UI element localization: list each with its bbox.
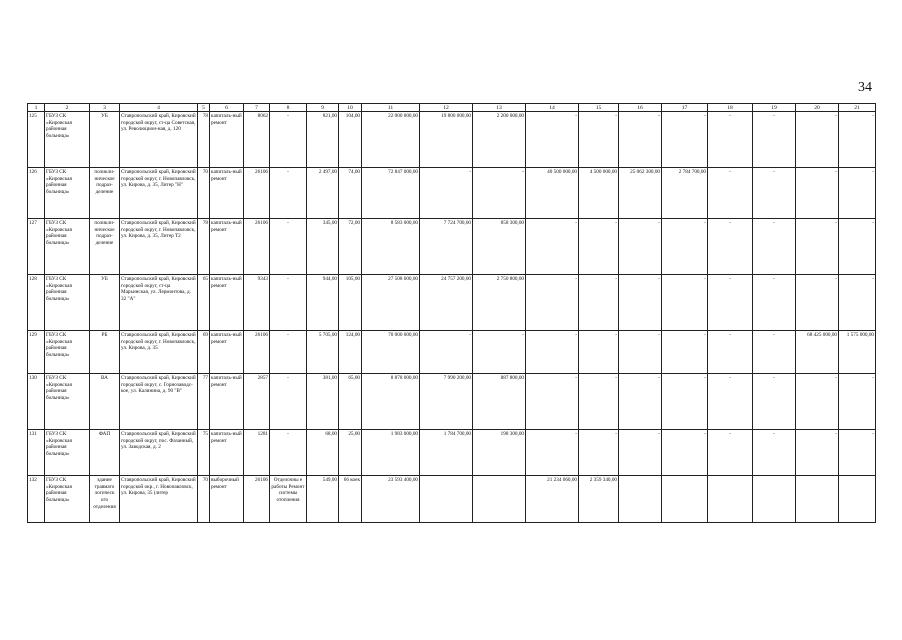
table-cell-col-14: -: [526, 219, 579, 275]
table-cell-col-3: УБ: [90, 275, 120, 331]
table-cell-col-21: -: [839, 168, 876, 219]
table-cell-col-16: -: [619, 112, 662, 168]
table-cell-col-10: 65,00: [339, 374, 362, 430]
table-cell-col-2: ГБУЗ СК «Кировская районная больница»: [45, 219, 90, 275]
table-cell-col-8: -: [270, 168, 307, 219]
table-cell-col-10: 124,00: [339, 331, 362, 374]
col-num-18: 18: [708, 104, 753, 112]
table-cell-col-8: -: [270, 112, 307, 168]
table-cell-col-16: [619, 476, 662, 523]
table-cell-col-6: капиталь-ный ремонт: [210, 430, 244, 476]
table-cell-col-3: УБ: [90, 112, 120, 168]
table-cell-col-7: 26106: [244, 168, 270, 219]
table-cell-col-19: -: [753, 331, 796, 374]
table-cell-col-17: -: [662, 331, 708, 374]
table-cell-col-1: 132: [28, 476, 45, 523]
table-cell-col-6: капиталь-ный ремонт: [210, 112, 244, 168]
table-cell-col-18: [708, 476, 753, 523]
table-cell-col-2: ГБУЗ СК «Кировская районная больница»: [45, 430, 90, 476]
table-cell-col-1: 129: [28, 331, 45, 374]
table-cell-col-6: капиталь-ный ремонт: [210, 275, 244, 331]
table-cell-col-3: РБ: [90, 331, 120, 374]
table-cell-col-15: 2 359 340,00: [579, 476, 619, 523]
table-cell-col-20: -: [796, 374, 839, 430]
table-cell-col-17: -: [662, 219, 708, 275]
table-cell-col-8: -: [270, 275, 307, 331]
table-cell-col-5: 75: [198, 430, 210, 476]
table-cell-col-15: -: [579, 331, 619, 374]
table-cell-col-5: 70: [198, 476, 210, 523]
table-cell-col-18: -: [708, 374, 753, 430]
col-num-5: 5: [198, 104, 210, 112]
table-cell-col-4: Ставропольский край, Кировский городской округ, пос. Фазанный, ул. Заводская, д. 2: [120, 430, 198, 476]
table-cell-col-15: -: [579, 275, 619, 331]
table-cell-col-5: 69: [198, 331, 210, 374]
table-cell-col-10: 104,00: [339, 112, 362, 168]
table-cell-col-17: -: [662, 430, 708, 476]
table-cell-col-5: 78: [198, 112, 210, 168]
table-cell-col-16: -: [619, 219, 662, 275]
table-cell-col-5: 65: [198, 275, 210, 331]
table-cell-col-15: 4 500 000,00: [579, 168, 619, 219]
table-cell-col-2: ГБУЗ СК «Кировская районная больница»: [45, 112, 90, 168]
table-cell-col-13: [473, 476, 526, 523]
table-cell-col-2: ГБУЗ СК «Кировская районная больница»: [45, 476, 90, 523]
table-cell-col-12: [420, 476, 473, 523]
table-cell-col-4: Ставропольский край, Кировский городской окр., г. Новопавловск, ул. Кирова, 35 (литер: [120, 476, 198, 523]
table-cell-col-21: -: [839, 219, 876, 275]
table-cell-col-11: 23 593 400,00: [362, 476, 420, 523]
col-num-3: 3: [90, 104, 120, 112]
table-cell-col-14: -: [526, 430, 579, 476]
table-cell-col-10: 72,00: [339, 219, 362, 275]
table-cell-col-8: -: [270, 219, 307, 275]
table-cell-col-17: -: [662, 275, 708, 331]
table-cell-col-6: капиталь-ный ремонт: [210, 331, 244, 374]
table-cell-col-3: поликли-ническое подраз-деление: [90, 168, 120, 219]
table-cell-col-9: 944,00: [307, 275, 339, 331]
table-cell-col-18: -: [708, 112, 753, 168]
table-cell-col-4: Ставропольский край, Кировский городской округ, ст-ца Марьинская, ул. Лермонтова, д. 32 "А": [120, 275, 198, 331]
table-cell-col-15: -: [579, 430, 619, 476]
table-cell-col-10: 25,00: [339, 430, 362, 476]
table-cell-col-10: 105,00: [339, 275, 362, 331]
col-num-19: 19: [753, 104, 796, 112]
table-cell-col-6: выборочный ремонт: [210, 476, 244, 523]
table-cell-col-10: 74,00: [339, 168, 362, 219]
col-num-6: 6: [210, 104, 244, 112]
table-cell-col-14: 40 500 000,00: [526, 168, 579, 219]
table-cell-col-11: 27 508 000,00: [362, 275, 420, 331]
table-cell-col-20: -: [796, 430, 839, 476]
column-number-row: [28, 104, 876, 112]
table-cell-col-19: -: [753, 112, 796, 168]
table-cell-col-4: Ставропольский край, Кировский городской округ, с. Горнозаводс-кое, ул. Калинина, д. 90 "В": [120, 374, 198, 430]
col-num-10: 10: [339, 104, 362, 112]
col-num-15: 15: [579, 104, 619, 112]
table-cell-col-4: Ставропольский край, Кировский городской округ, ст-ца Советская, ул. Революцион-ная, д. 120: [120, 112, 198, 168]
table-cell-col-17: -: [662, 374, 708, 430]
table-cell-col-20: -: [796, 168, 839, 219]
col-num-14: 14: [526, 104, 579, 112]
table-cell-col-14: 21 234 060,00: [526, 476, 579, 523]
table-cell-col-4: Ставропольский край, Кировский городской округ, г. Новопавловск, ул. Кирова, д. 35: [120, 331, 198, 374]
col-num-21: 21: [839, 104, 876, 112]
table-row: [28, 331, 876, 374]
table-cell-col-19: [753, 476, 796, 523]
col-num-11: 11: [362, 104, 420, 112]
table-cell-col-13: 858 300,00: [473, 219, 526, 275]
register-table: [27, 103, 876, 523]
table-cell-col-4: Ставропольский край, Кировский городской округ, г. Новопавловск, ул. Кирова, д. 35, Литер Т2: [120, 219, 198, 275]
col-num-4: 4: [120, 104, 198, 112]
table-cell-col-6: капиталь-ный ремонт: [210, 374, 244, 430]
table-cell-col-9: 5 705,00: [307, 331, 339, 374]
table-cell-col-12: -: [420, 168, 473, 219]
table-cell-col-13: -: [473, 168, 526, 219]
col-num-13: 13: [473, 104, 526, 112]
table-row: [28, 112, 876, 168]
table-cell-col-19: -: [753, 168, 796, 219]
table-cell-col-11: 8 583 000,00: [362, 219, 420, 275]
table-cell-col-12: 1 784 700,00: [420, 430, 473, 476]
table-cell-col-11: 1 983 000,00: [362, 430, 420, 476]
col-num-8: 8: [270, 104, 307, 112]
table-cell-col-21: [839, 476, 876, 523]
col-num-9: 9: [307, 104, 339, 112]
table-cell-col-1: 127: [28, 219, 45, 275]
table-cell-col-1: 130: [28, 374, 45, 430]
table-cell-col-1: 128: [28, 275, 45, 331]
table-cell-col-21: 1 575 000,00: [839, 331, 876, 374]
table-cell-col-10: 66 коек: [339, 476, 362, 523]
table-row: [28, 374, 876, 430]
table-cell-col-11: 72 847 000,00: [362, 168, 420, 219]
table-cell-col-18: -: [708, 219, 753, 275]
table-cell-col-14: -: [526, 374, 579, 430]
table-cell-col-20: -: [796, 112, 839, 168]
table-cell-col-13: 2 200 000,00: [473, 112, 526, 168]
col-num-12: 12: [420, 104, 473, 112]
table-cell-col-4: Ставропольский край, Кировский городской округ, г. Новопавловск, ул. Кирова, д. 35, Литер "Н": [120, 168, 198, 219]
table-cell-col-19: -: [753, 430, 796, 476]
table-cell-col-12: 7 724 700,00: [420, 219, 473, 275]
table-cell-col-13: 198 300,00: [473, 430, 526, 476]
table-cell-col-17: [662, 476, 708, 523]
table-cell-col-13: 887 800,00: [473, 374, 526, 430]
col-num-7: 7: [244, 104, 270, 112]
col-num-2: 2: [45, 104, 90, 112]
table-cell-col-16: -: [619, 331, 662, 374]
table-cell-col-15: -: [579, 374, 619, 430]
table-cell-col-15: -: [579, 112, 619, 168]
table-cell-col-2: ГБУЗ СК «Кировская районная больница»: [45, 168, 90, 219]
table-cell-col-6: капиталь-ный ремонт: [210, 219, 244, 275]
table-cell-col-7: 9343: [244, 275, 270, 331]
table-row: [28, 219, 876, 275]
table-cell-col-2: ГБУЗ СК «Кировская районная больница»: [45, 331, 90, 374]
table-cell-col-19: -: [753, 374, 796, 430]
col-num-20: 20: [796, 104, 839, 112]
table-cell-col-14: -: [526, 112, 579, 168]
table-cell-col-16: -: [619, 430, 662, 476]
table-cell-col-20: 68 425 000,00: [796, 331, 839, 374]
table-cell-col-20: -: [796, 275, 839, 331]
table-cell-col-12: -: [420, 331, 473, 374]
table-row: [28, 275, 876, 331]
col-num-1: 1: [28, 104, 45, 112]
table-cell-col-7: 2857: [244, 374, 270, 430]
table-cell-col-15: -: [579, 219, 619, 275]
col-num-16: 16: [619, 104, 662, 112]
table-cell-col-21: -: [839, 430, 876, 476]
table-cell-col-5: 70: [198, 168, 210, 219]
table-cell-col-12: 24 757 200,00: [420, 275, 473, 331]
table-cell-col-18: -: [708, 168, 753, 219]
table-cell-col-21: -: [839, 112, 876, 168]
table-cell-col-9: 821,00: [307, 112, 339, 168]
table-row: [28, 476, 876, 523]
table-cell-col-11: 70 000 000,00: [362, 331, 420, 374]
table-cell-col-19: -: [753, 275, 796, 331]
table-cell-col-5: 78: [198, 219, 210, 275]
table-cell-col-19: -: [753, 219, 796, 275]
table-cell-col-3: здание травмато логическ ого отделения: [90, 476, 120, 523]
table-cell-col-16: -: [619, 374, 662, 430]
table-cell-col-7: 1281: [244, 430, 270, 476]
table-cell-col-8: Отделочны е работы Ремонт системы отопления: [270, 476, 307, 523]
table-cell-col-13: 2 750 800,00: [473, 275, 526, 331]
table-cell-col-5: 77: [198, 374, 210, 430]
table-cell-col-8: -: [270, 331, 307, 374]
table-cell-col-9: 2 497,00: [307, 168, 339, 219]
table-cell-col-8: -: [270, 374, 307, 430]
table-cell-col-3: ВА: [90, 374, 120, 430]
table-cell-col-1: 126: [28, 168, 45, 219]
table-cell-col-12: 7 990 200,00: [420, 374, 473, 430]
table-cell-col-8: -: [270, 430, 307, 476]
table-cell-col-18: -: [708, 430, 753, 476]
table-cell-col-2: ГБУЗ СК «Кировская районная больница»: [45, 374, 90, 430]
table-cell-col-13: -: [473, 331, 526, 374]
table-cell-col-9: 345,00: [307, 219, 339, 275]
table-cell-col-7: 26106: [244, 331, 270, 374]
table-cell-col-14: -: [526, 331, 579, 374]
table-cell-col-20: [796, 476, 839, 523]
table-cell-col-2: ГБУЗ СК «Кировская районная больница»: [45, 275, 90, 331]
table-cell-col-7: 26106: [244, 476, 270, 523]
table-cell-col-14: -: [526, 275, 579, 331]
table-cell-col-7: 26106: [244, 219, 270, 275]
table-cell-col-9: 549,00: [307, 476, 339, 523]
table-cell-col-16: -: [619, 275, 662, 331]
table-row: [28, 430, 876, 476]
table-cell-col-17: 2 784 700,00: [662, 168, 708, 219]
table-cell-col-6: капиталь-ный ремонт: [210, 168, 244, 219]
table-cell-col-21: -: [839, 374, 876, 430]
table-cell-col-21: -: [839, 275, 876, 331]
table-cell-col-18: -: [708, 331, 753, 374]
table-cell-col-1: 125: [28, 112, 45, 168]
col-num-17: 17: [662, 104, 708, 112]
table-cell-col-9: 68,00: [307, 430, 339, 476]
table-cell-col-17: -: [662, 112, 708, 168]
table-cell-col-3: ФАП: [90, 430, 120, 476]
page-number: 34: [858, 80, 872, 95]
table-cell-col-1: 131: [28, 430, 45, 476]
table-cell-col-11: 8 878 000,00: [362, 374, 420, 430]
table-cell-col-3: поликли-ническое подраз-деление: [90, 219, 120, 275]
table-row: [28, 168, 876, 219]
table-cell-col-7: 8062: [244, 112, 270, 168]
table-cell-col-18: -: [708, 275, 753, 331]
table-cell-col-12: 19 800 000,00: [420, 112, 473, 168]
table-cell-col-16: 25 062 300,00: [619, 168, 662, 219]
table-cell-col-11: 22 000 000,00: [362, 112, 420, 168]
table-cell-col-9: 381,00: [307, 374, 339, 430]
table-cell-col-20: -: [796, 219, 839, 275]
